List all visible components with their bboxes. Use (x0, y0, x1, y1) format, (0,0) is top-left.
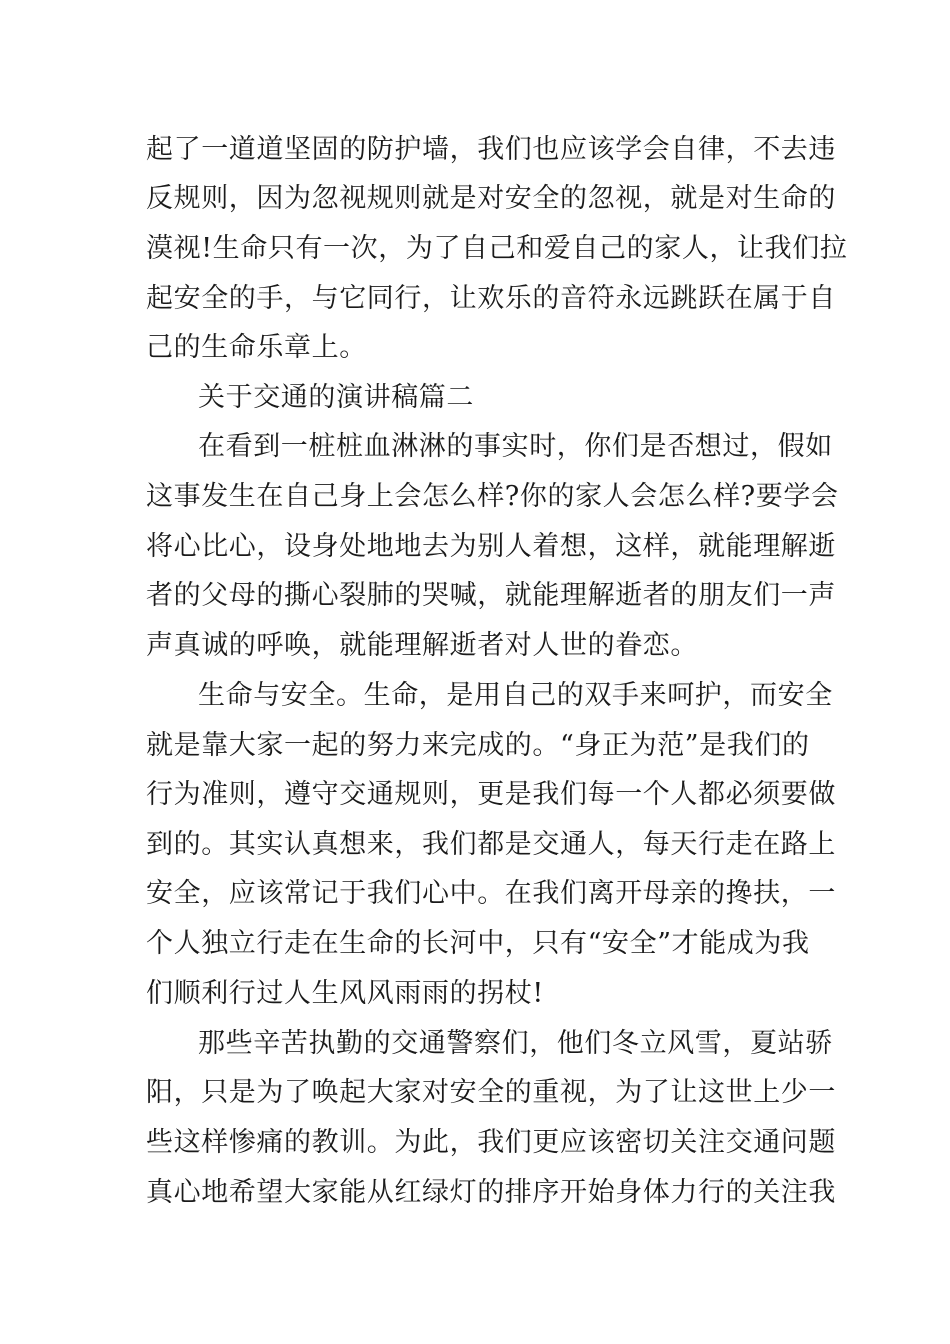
section-heading: 关于交通的演讲稿篇二 (198, 382, 474, 413)
text-line: 行为准则，遵守交通规则，更是我们每一个人都必须要做 (146, 779, 836, 810)
text-line: 起了一道道坚固的防护墙，我们也应该学会自律，不去违 (146, 134, 836, 165)
paragraph-first-line: 那些辛苦执勤的交通警察们，他们冬立风雪，夏站骄 (198, 1028, 833, 1059)
text-line: 起安全的手，与它同行，让欢乐的音符永远跳跃在属于自 (146, 283, 836, 314)
text-line: 些这样惨痛的教训。为此，我们更应该密切关注交通问题 (146, 1127, 836, 1158)
text-line: 到的。其实认真想来，我们都是交通人，每天行走在路上 (146, 829, 836, 860)
text-line: 反规则，因为忽视规则就是对安全的忽视，就是对生命的 (146, 183, 836, 214)
paragraph-first-line: 在看到一桩桩血淋淋的事实时，你们是否想过，假如 (198, 431, 833, 462)
text-line: 就是靠大家一起的努力来完成的。“身正为范”是我们的 (146, 730, 810, 761)
text-line: 这事发生在自己身上会怎么样?你的家人会怎么样?要学会 (146, 481, 839, 512)
text-line: 者的父母的撕心裂肺的哭喊，就能理解逝者的朋友们一声 (146, 580, 836, 611)
text-line: 真心地希望大家能从红绿灯的排序开始身体力行的关注我 (146, 1177, 836, 1208)
text-line: 阳，只是为了唤起大家对安全的重视，为了让这世上少一 (146, 1077, 836, 1108)
text-line: 将心比心，设身处地地去为别人着想，这样，就能理解逝 (146, 531, 836, 562)
text-line: 漠视!生命只有一次，为了自己和爱自己的家人，让我们拉 (146, 233, 848, 264)
text-line: 声真诚的呼唤，就能理解逝者对人世的眷恋。 (146, 630, 698, 661)
paragraph-first-line: 生命与安全。生命，是用自己的双手来呵护，而安全 (198, 680, 833, 711)
text-line: 己的生命乐章上。 (146, 332, 367, 363)
text-line: 安全，应该常记于我们心中。在我们离开母亲的搀扶，一 (146, 878, 836, 909)
text-line: 个人独立行走在生命的长河中，只有“安全”才能成为我 (146, 928, 810, 959)
text-line: 们顺利行过人生风风雨雨的拐杖! (146, 978, 544, 1009)
